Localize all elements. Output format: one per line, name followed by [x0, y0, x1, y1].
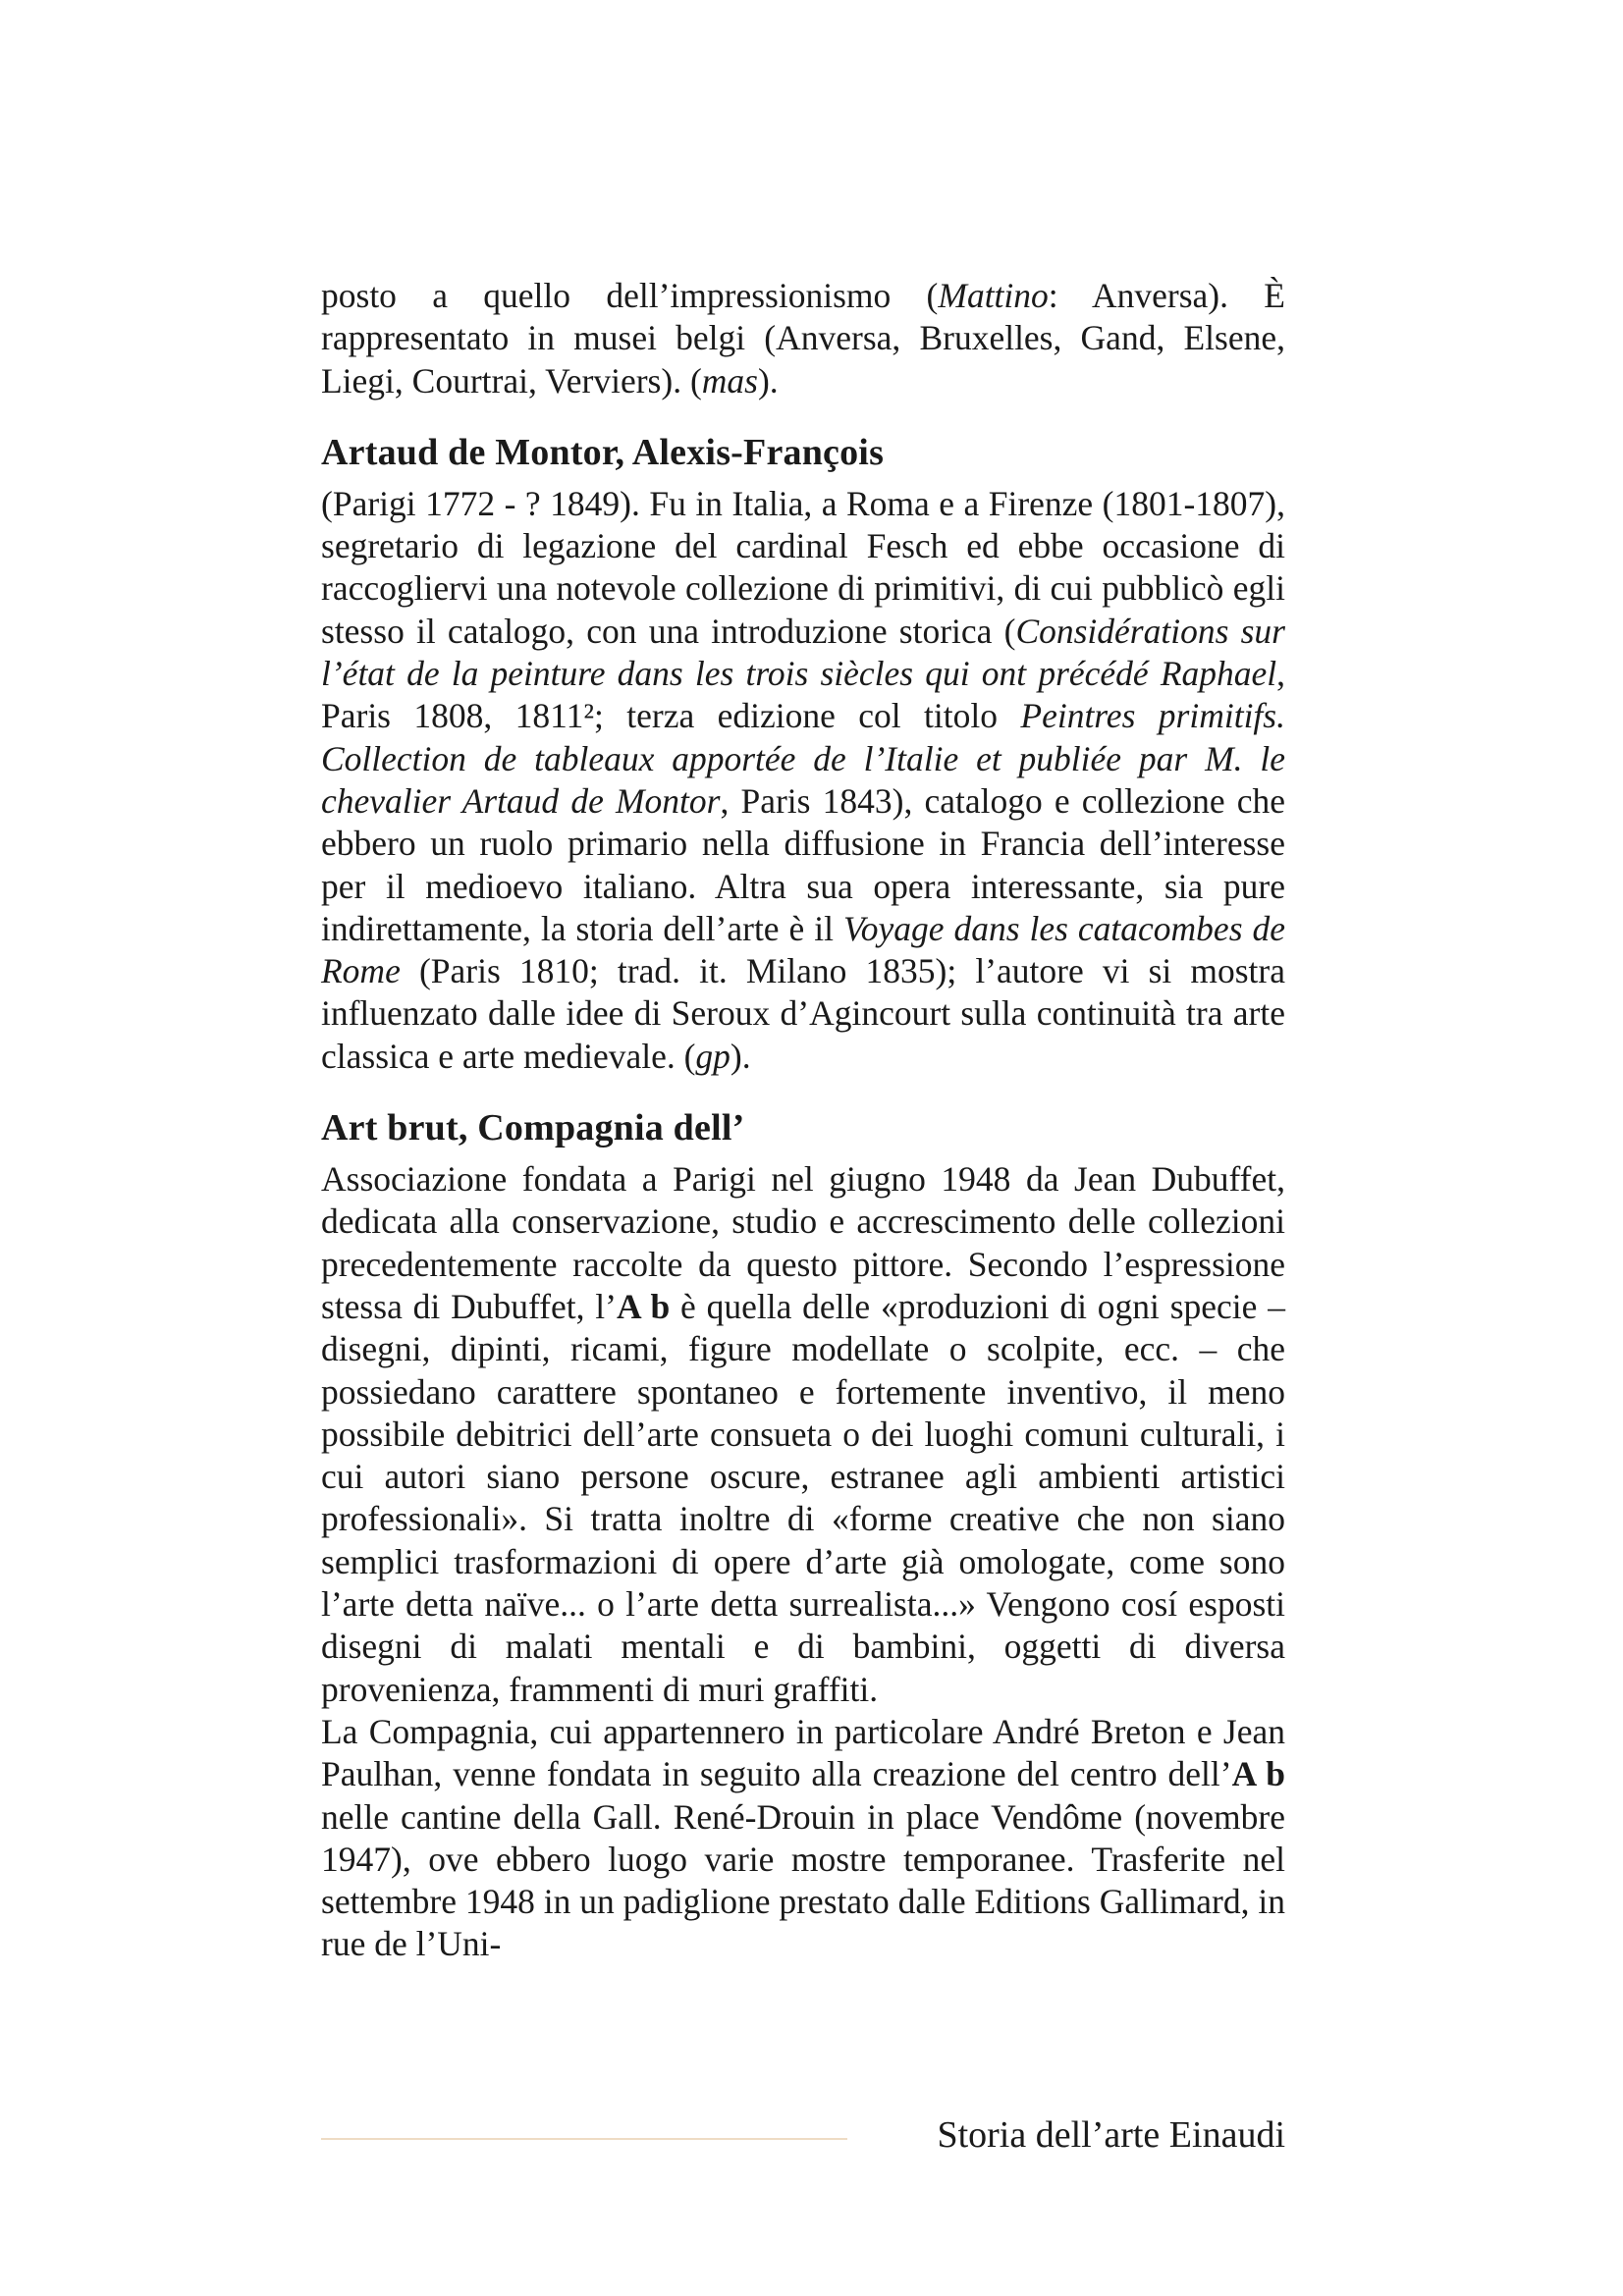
author-initials: mas [701, 360, 758, 400]
entry-body-artbrut-p2 [321, 1711, 1285, 1966]
text-run: (Parigi 1772 - ? 1849). Fu in Italia, a Roma e a Firenze (1801-1807), segretario di legazione del cardinal Fesch ed ebbe occasione di raccogliervi una notevole collezione di primitivi, di cui pubblicò egli stesso il catalogo, con una introduzione storica ( [321, 483, 1285, 651]
text-run: : Anversa). È rappresentato in musei belgi (Anversa, Bruxelles, Gand, Elsene, Liegi, Courtrai, Verviers). ( [321, 276, 1285, 400]
italic-title: Peintres primitifs. Collection de tableaux apportée de l’Italie et publiée par M. le chevalier Artaud de Montor [321, 696, 1285, 821]
text-run: ). [730, 1036, 751, 1076]
italic-title: Voyage dans les catacombes de Rome [321, 908, 1285, 991]
text-run: Associazione fondata a Parigi nel giugno 1948 da Jean Dubuffet, dedicata alla conservazione, studio e accrescimento delle collezioni precedentemente raccolte da questo pittore. Secondo l’espressione stessa di Dubuffet, l’ [321, 1159, 1285, 1326]
entry-heading-artaud: Artaud de Montor, Alexis-François [321, 431, 885, 473]
footer-title: Storia dell’arte Einaudi [937, 2114, 1285, 2156]
entry-body-artbrut-p1 [321, 1158, 1285, 1711]
footer-rule [321, 2138, 847, 2140]
text-run: , Paris 1843), catalogo e collezione che ebbero un ruolo primario nella diffusione in Francia dell’interesse per il medioevo italiano. Altra sua opera interessante, sia pure indirettamente, la storia dell’arte è il [321, 780, 1286, 948]
author-initials: gp [695, 1036, 730, 1076]
text-run: ). [757, 360, 779, 400]
text-run: posto a quello dell’impressionismo ( [321, 276, 939, 315]
text-run: La Compagnia, cui appartennero in particolare André Breton e Jean Paulhan, venne fondata in seguito alla creazione del centro dell’ [321, 1711, 1285, 1794]
entry-body-artaud [321, 483, 1285, 1078]
entry-heading-artbrut: Art brut, Compagnia dell’ [321, 1107, 745, 1149]
italic-title: Mattino [938, 276, 1049, 315]
text-run: è quella delle «produzioni di ogni specie – disegni, dipinti, ricami, figure modellate o scolpite, ecc. – che possiedano carattere spontaneo e fortemente inventivo, il meno possibile debitrici dell’arte consueta o dei luoghi comuni culturali, i cui autori siano persone oscure, estranee agli ambienti artistici professionali». Si tratta inoltre di «forme creative che non siano semplici trasformazioni di opere d’arte già omologate, come sono l’arte detta naïve... o l’arte detta surrealista...» Vengono cosí esposti disegni di malati mentali e di bambini, oggetti di diversa provenienza, frammenti di muri graffiti. [321, 1286, 1285, 1709]
bold-abbreviation: A b [1231, 1754, 1285, 1794]
intro-paragraph [321, 275, 1285, 402]
text-run: (Paris 1810; trad. it. Milano 1835); l’autore vi si mostra influenzato dalle idee di Seroux d’Agincourt sulla continuità tra arte classica e arte medievale. ( [321, 951, 1285, 1076]
page-content [321, 275, 1285, 1966]
bold-abbreviation: A b [616, 1286, 671, 1326]
text-run: nelle cantine della Gall. René-Drouin in place Vendôme (novembre 1947), ove ebbero luogo varie mostre temporanee. Trasferite nel settembre 1948 in un padiglione prestato dalle Editions Gallimard, in rue de l’Uni- [321, 1796, 1285, 1964]
italic-title: Considérations sur l’état de la peinture dans les trois siècles qui ont précédé Raphael [321, 611, 1285, 694]
text-run: , Paris 1808, 1811²; terza edizione col titolo [321, 654, 1285, 736]
